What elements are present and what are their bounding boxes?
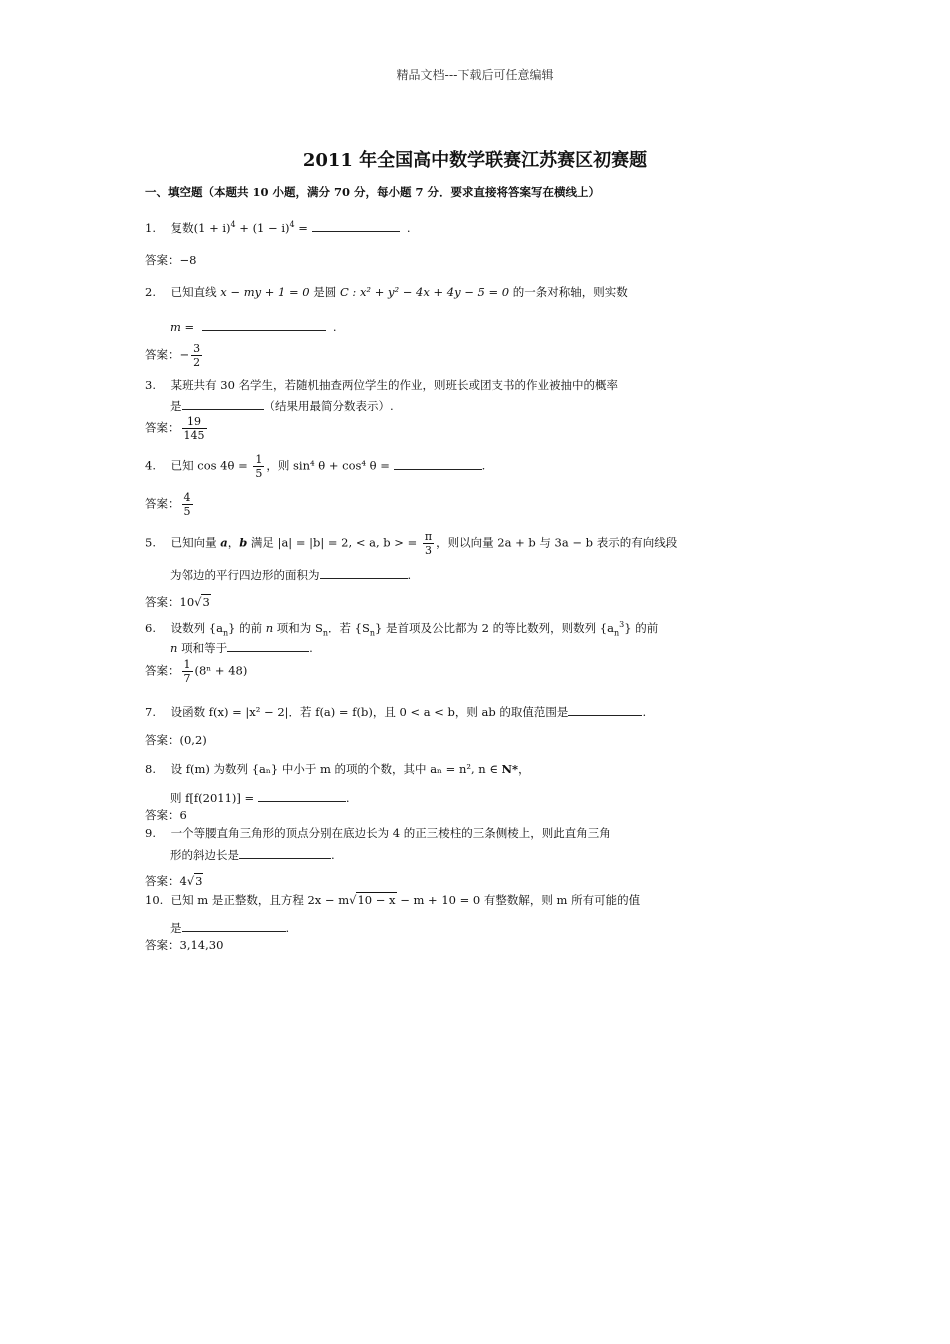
answer-3: 答案： $\frac{19}{145}$ — [145, 415, 205, 442]
section-heading: 一、填空题（本题共 10 小题，满分 70 分，每小题 7 分．要求直接将答案写在横线上） — [145, 185, 601, 199]
answer-blank[interactable] — [320, 566, 408, 579]
page-header: 精品文档---下载后可任意编辑 — [396, 68, 554, 82]
answer-blank[interactable] — [182, 397, 264, 410]
answer-blank[interactable] — [312, 219, 400, 232]
answer-6: 答案： $\frac{1}{7}$ (8ⁿ + 48) — [145, 658, 248, 685]
question-4: 4. 已知 cos 4θ = $\frac{1}{5}$ ，则 sin⁴ θ + cos⁴ θ = . — [145, 453, 486, 480]
answer-10: 答案：3,14,30 — [145, 938, 224, 952]
answer-1: 答案：−8 — [145, 253, 197, 267]
answer-blank[interactable] — [568, 703, 642, 716]
question-8: 8. 设 f(m) 为数列 {aₙ} 中小于 m 的项的个数，其中 aₙ = n², n ∈ N*， — [145, 762, 530, 776]
question-2: 2. 已知直线 x − my + 1 = 0 是圆 C : x² + y² − 4x + 4y − 5 = 0 的一条对称轴，则实数 — [145, 285, 628, 299]
question-7: 7. 设函数 f(x) = |x² − 2|．若 f(a) = f(b)，且 0 < a < b，则 ab 的取值范围是 . — [145, 705, 647, 719]
answer-4: 答案： $\frac{4}{5}$ — [145, 491, 191, 518]
question-5-line2: 为邻边的平行四边形的面积为 . — [170, 568, 412, 582]
page-title: 2011 年全国高中数学联赛江苏赛区初赛题 — [302, 150, 648, 171]
question-6-line2: n 项和等于 . — [170, 641, 313, 655]
answer-7: 答案：(0,2) — [145, 733, 207, 747]
answer-9: 答案：4√3 — [145, 874, 203, 888]
answer-2: 答案：− $\frac{3}{2}$ — [145, 342, 201, 369]
answer-blank[interactable] — [227, 639, 309, 652]
answer-blank[interactable] — [202, 318, 326, 331]
question-9-line2: 形的斜边长是 . — [170, 848, 335, 862]
answer-blank[interactable] — [394, 457, 482, 470]
answer-5: 答案：10√3 — [145, 595, 210, 609]
question-6: 6. 设数列 $\{a_n\}$ 的前 n 项和为 $S_n$．若 $\{S_n\}$ 是首项及公比都为 2 的等比数列，则数列 $\{a_n^3\}$ 的前 — [145, 620, 659, 638]
question-5: 5. 已知向量 a，b 满足 |a| = |b| = 2, < a, b > = $\frac{\pi}{3}$ ，则以向量 2a + b 与 3a − b 表示的有向线段 — [145, 530, 678, 557]
question-10-line2: 是 . — [170, 921, 290, 935]
question-1: 1. 复数$(1 + i)^4 + (1 - i)^4$ = . — [145, 220, 411, 235]
question-2-line2: m = . — [170, 320, 337, 334]
answer-blank[interactable] — [258, 789, 346, 802]
answer-blank[interactable] — [239, 846, 331, 859]
question-3: 3. 某班共有 30 名学生，若随机抽查两位学生的作业，则班长或团支书的作业被抽中的概率 — [145, 378, 619, 392]
question-10: 10. 已知 m 是正整数，且方程 2x − m√10 − x − m + 10 = 0 有整数解，则 m 所有可能的值 — [145, 893, 641, 907]
question-3-line2: 是 （结果用最简分数表示）. — [170, 399, 394, 413]
answer-8: 答案：6 — [145, 808, 187, 822]
question-8-line2: 则 f[f(2011)] = . — [170, 791, 350, 805]
question-9: 9. 一个等腰直角三角形的顶点分别在底边长为 4 的正三棱柱的三条侧棱上，则此直角三角 — [145, 826, 611, 840]
answer-blank[interactable] — [182, 919, 286, 932]
